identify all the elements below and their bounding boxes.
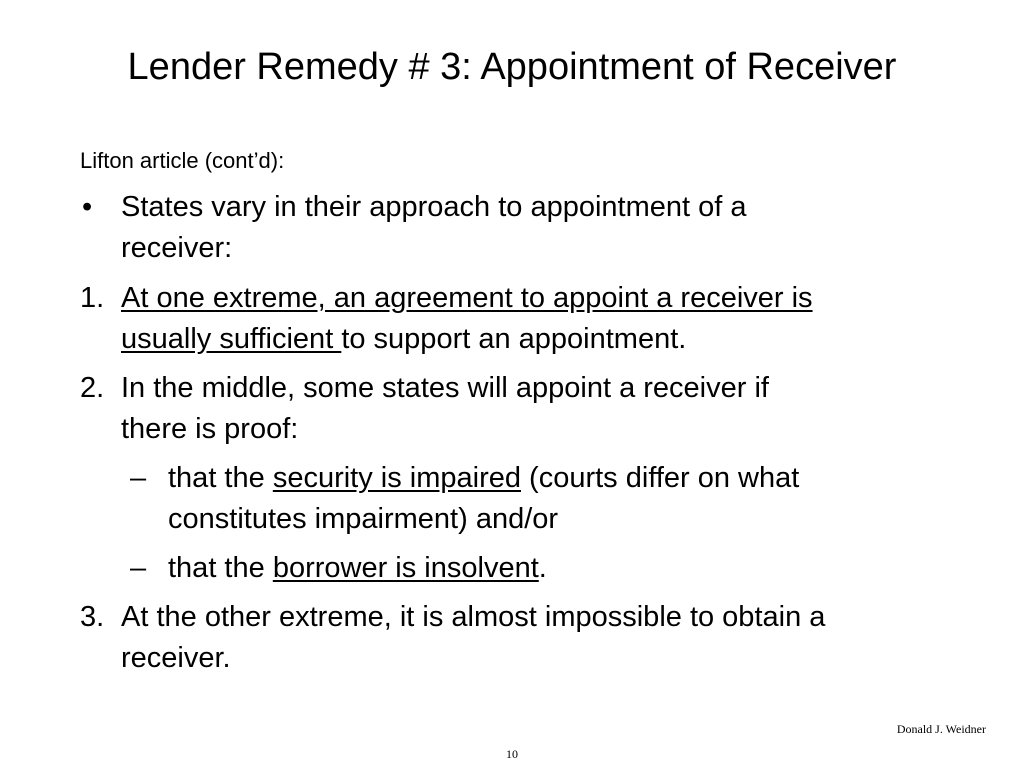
item-3-line-2: receiver.: [121, 642, 231, 674]
item-3-number: 3.: [80, 601, 105, 633]
slide-title: Lender Remedy # 3: Appointment of Receiver: [127, 46, 897, 88]
item-2-number: 2.: [80, 372, 105, 404]
item-1-line-2-underlined: usually sufficient: [121, 323, 342, 355]
sub-item-1-underlined: security is impaired: [272, 462, 521, 494]
sub-item-1-post: (courts differ on what: [521, 462, 800, 494]
sub-item-2-dash: –: [130, 552, 147, 584]
sub-item-1-line-1: [168, 458, 799, 499]
bullet-line-2: receiver:: [121, 232, 233, 264]
sub-item-2-pre: that the: [168, 552, 273, 584]
sub-item-2-post: .: [538, 552, 547, 584]
item-2-line-2: there is proof:: [121, 413, 299, 445]
page-number: 10: [506, 747, 518, 761]
sub-item-1-line-2: constitutes impairment) and/or: [168, 503, 559, 535]
intro-line: Lifton article (cont’d):: [80, 148, 285, 173]
footer-author: Donald J. Weidner: [896, 722, 986, 736]
item-1-line-1-underlined: At one extreme, an agreement to appoint a receiver is: [121, 282, 813, 314]
item-3-line-1: At the other extreme, it is almost impossible to obtain a: [121, 601, 826, 633]
sub-item-2-line: [168, 548, 547, 589]
item-1-line-2-rest: to support an appointment.: [341, 323, 687, 355]
sub-item-1-pre: that the: [168, 462, 273, 494]
item-1-line-2: [121, 319, 686, 360]
sub-item-1-dash: –: [130, 462, 147, 494]
bullet-marker: •: [82, 191, 93, 223]
sub-item-2-underlined: borrower is insolvent: [272, 552, 539, 584]
item-2-line-1: In the middle, some states will appoint a receiver if: [121, 372, 769, 404]
bullet-line-1: States vary in their approach to appointment of a: [121, 191, 747, 223]
item-1-number: 1.: [80, 282, 105, 314]
